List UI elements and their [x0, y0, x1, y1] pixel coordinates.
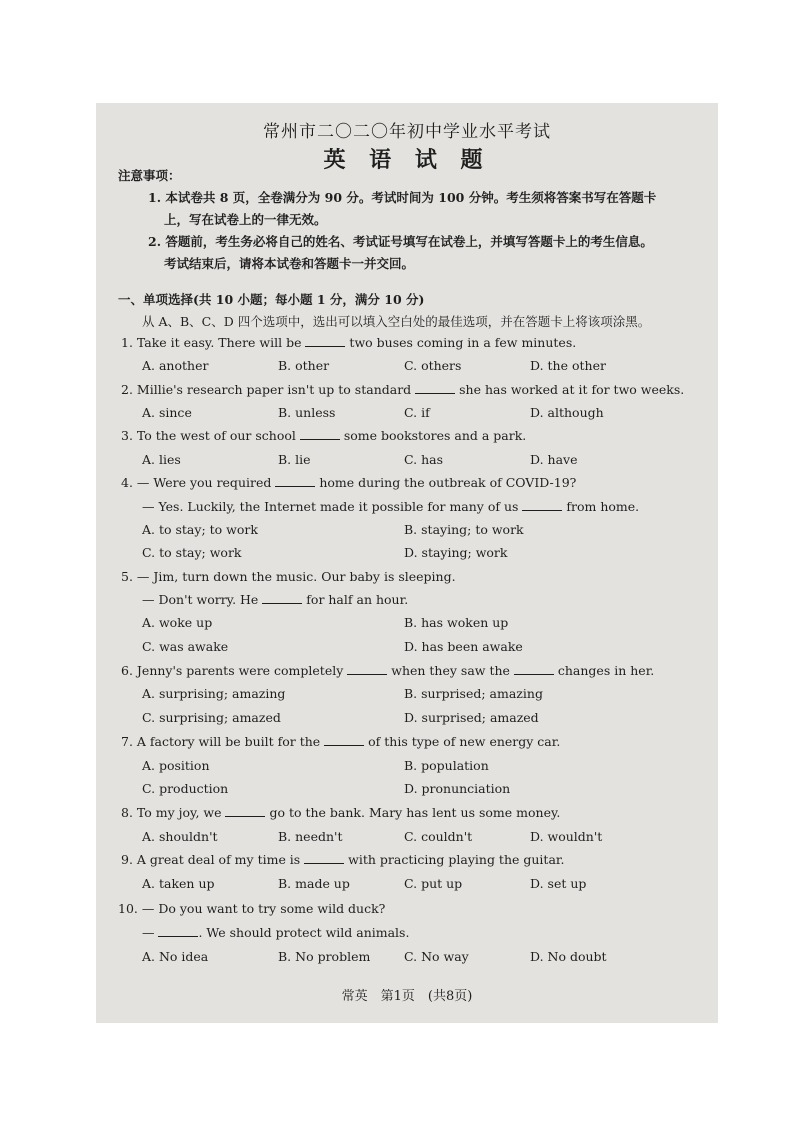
answer-blank — [262, 593, 302, 604]
answer-option: A. surprising; amazing — [142, 686, 286, 701]
answer-option: C. if — [404, 405, 430, 420]
question-segment: A great deal of my time is — [136, 852, 305, 867]
question-text — [121, 428, 526, 443]
answer-option: C. production — [142, 781, 229, 796]
question-segment: home during the outbreak of COVID-19? — [315, 475, 577, 490]
answer-option: B. No problem — [278, 949, 371, 964]
question-text — [142, 592, 408, 607]
answer-option: A. position — [142, 758, 210, 773]
question-segment: when they saw the — [387, 663, 514, 678]
question-segment: with practicing playing the guitar. — [344, 852, 565, 867]
answer-option: D. has been awake — [404, 639, 523, 654]
answer-option: A. lies — [142, 452, 181, 467]
answer-option: C. to stay; work — [142, 545, 242, 560]
answer-blank — [415, 383, 455, 394]
question-number: 4. — [121, 475, 137, 490]
question-text — [142, 925, 409, 940]
answer-option: B. unless — [278, 405, 336, 420]
answer-blank — [300, 429, 340, 440]
question-text — [121, 569, 456, 584]
question-number: 8. — [121, 805, 137, 820]
answer-option: B. population — [404, 758, 489, 773]
question-text — [118, 901, 385, 916]
question-number: 1. — [121, 335, 137, 350]
answer-option: A. taken up — [142, 876, 215, 891]
answer-option: C. No way — [404, 949, 469, 964]
question-segment: of this type of new energy car. — [364, 734, 561, 749]
question-segment: — Don't worry. He — [142, 592, 263, 607]
answer-blank — [225, 806, 265, 817]
answer-option: C. was awake — [142, 639, 229, 654]
question-text — [121, 475, 576, 490]
answer-option: B. other — [278, 358, 330, 373]
page-footer: 常英 第1页 (共8页) — [341, 989, 473, 1004]
answer-option: A. shouldn't — [142, 829, 218, 844]
question-number: 9. — [121, 852, 137, 867]
answer-option: B. surprised; amazing — [404, 686, 543, 701]
question-segment: Jenny's parents were completely — [136, 663, 348, 678]
answer-option: D. set up — [530, 876, 587, 891]
answer-blank — [347, 664, 387, 675]
answer-blank — [514, 664, 554, 675]
question-segment: from home. — [562, 499, 640, 514]
question-segment: Millie's research paper isn't up to standard — [136, 382, 416, 397]
question-number: 6. — [121, 663, 137, 678]
answer-option: A. to stay; to work — [142, 522, 258, 537]
answer-option: D. pronunciation — [404, 781, 511, 796]
answer-blank — [275, 476, 315, 487]
answer-option: D. the other — [530, 358, 606, 373]
exam-page — [96, 103, 718, 1023]
notice-line: 2. 答题前，考生务必将自己的姓名、考试证号填写在试卷上，并填写答题卡上的考生信息。 — [148, 234, 653, 249]
answer-option: C. surprising; amazed — [142, 710, 281, 725]
answer-option: D. wouldn't — [530, 829, 603, 844]
question-segment: — Jim, turn down the music. Our baby is sleeping. — [136, 569, 456, 584]
question-segment: some bookstores and a park. — [339, 428, 527, 443]
question-segment: she has worked at it for two weeks. — [455, 382, 685, 397]
question-text — [121, 852, 564, 867]
answer-option: A. woke up — [142, 615, 213, 630]
exam-subtitle: 英 语 试 题 — [323, 147, 491, 173]
answer-option: D. No doubt — [530, 949, 607, 964]
question-segment: To my joy, we — [136, 805, 226, 820]
question-text — [121, 382, 684, 397]
answer-blank — [158, 926, 198, 937]
answer-blank — [324, 735, 364, 746]
answer-option: D. staying; work — [404, 545, 508, 560]
question-segment: — Do you want to try some wild duck? — [141, 901, 386, 916]
question-text — [121, 663, 654, 678]
answer-blank — [522, 500, 562, 511]
question-number: 10. — [118, 901, 142, 916]
question-segment: changes in her. — [553, 663, 655, 678]
question-text — [121, 805, 560, 820]
exam-title: 常州市二〇二〇年初中学业水平考试 — [263, 122, 551, 142]
answer-option: B. needn't — [278, 829, 343, 844]
answer-option: B. made up — [278, 876, 350, 891]
question-text — [121, 335, 576, 350]
answer-option: C. couldn't — [404, 829, 473, 844]
notice-line: 考试结束后，请将本试卷和答题卡一并交回。 — [164, 256, 415, 271]
question-number: 5. — [121, 569, 137, 584]
answer-option: D. although — [530, 405, 604, 420]
answer-option: C. has — [404, 452, 443, 467]
answer-option: C. put up — [404, 876, 463, 891]
answer-option: B. staying; to work — [404, 522, 524, 537]
question-segment: two buses coming in a few minutes. — [345, 335, 577, 350]
question-number: 3. — [121, 428, 137, 443]
question-segment: . We should protect wild animals. — [198, 925, 410, 940]
question-text — [121, 734, 560, 749]
answer-option: D. surprised; amazed — [404, 710, 539, 725]
notice-heading: 注意事项： — [118, 168, 181, 183]
answer-blank — [304, 853, 344, 864]
question-segment: — Yes. Luckily, the Internet made it possible for many of us — [142, 499, 523, 514]
answer-option: B. has woken up — [404, 615, 509, 630]
answer-blank — [305, 336, 345, 347]
question-segment: — — [142, 925, 159, 940]
question-segment: A factory will be built for the — [136, 734, 325, 749]
answer-option: D. have — [530, 452, 578, 467]
answer-option: A. since — [142, 405, 192, 420]
question-number: 7. — [121, 734, 137, 749]
question-segment: Take it easy. There will be — [136, 335, 306, 350]
notice-line: 上，写在试卷上的一律无效。 — [164, 212, 327, 227]
answer-option: B. lie — [278, 452, 311, 467]
question-text — [142, 499, 639, 514]
notice-line: 1. 本试卷共 8 页，全卷满分为 90 分。考试时间为 100 分钟。考生须将答案书写在答题卡 — [148, 190, 657, 205]
answer-option: C. others — [404, 358, 462, 373]
answer-option: A. another — [142, 358, 209, 373]
question-segment: To the west of our school — [136, 428, 300, 443]
question-number: 2. — [121, 382, 137, 397]
answer-option: A. No idea — [142, 949, 209, 964]
section-instruction: 从 A、B、C、D 四个选项中，选出可以填入空白处的最佳选项，并在答题卡上将该项涂黑。 — [142, 314, 651, 329]
question-segment: go to the bank. Mary has lent us some money. — [265, 805, 561, 820]
question-segment: for half an hour. — [302, 592, 409, 607]
section-heading: 一、单项选择(共 10 小题；每小题 1 分，满分 10 分) — [118, 292, 425, 307]
question-segment: — Were you required — [136, 475, 276, 490]
